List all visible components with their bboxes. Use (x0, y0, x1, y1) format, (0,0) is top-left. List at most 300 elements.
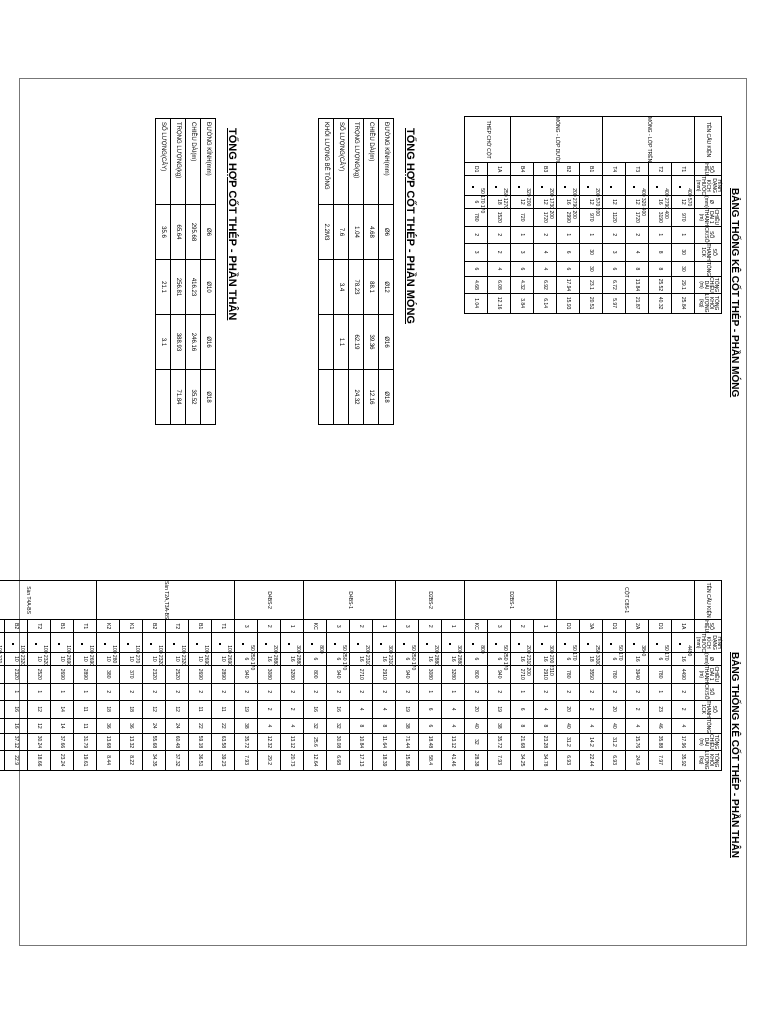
shape-cell (303, 633, 326, 653)
bar-shape-line (610, 186, 612, 188)
table-cell: 2 (326, 683, 349, 700)
summary-cell: CHIỀU DÀI(m) (186, 119, 201, 205)
table-cell (0, 750, 4, 770)
bar-shape-line (196, 643, 198, 645)
shape-cell (188, 633, 211, 667)
table-cell: 14.2 (579, 734, 602, 751)
shape-dimensions: 100 270 (133, 645, 140, 664)
bar-shape-line (541, 186, 543, 188)
table-cell: 12.64 (303, 750, 326, 770)
table-cell: 20 (464, 700, 487, 718)
shape-cell (556, 633, 579, 661)
summary-cell: TRỌNG LƯỢNG(kg) (171, 119, 186, 205)
table-cell (0, 620, 4, 633)
table-cell: 4 (257, 718, 280, 733)
shape-cell (602, 633, 625, 661)
table-cell: 8 (648, 261, 671, 276)
bar-shape-line (518, 643, 520, 645)
bar-shape-line (495, 643, 497, 645)
bar-shape-line (58, 643, 60, 645)
header-row (694, 117, 721, 314)
table-cell: 35.72 (234, 734, 257, 751)
column-header: TỔNG (694, 718, 721, 733)
column-header: SỐ THANH 1CK (694, 700, 721, 718)
shape-dimensions: 200 2310 (363, 645, 370, 667)
summary-cell: 1.04 (349, 205, 364, 260)
table-cell: 3 (464, 243, 487, 261)
component-name: CỘT C8S-1 (556, 581, 694, 620)
bar-shape-line (679, 643, 681, 645)
table-cell: 2 (349, 620, 372, 633)
column-header: TỔNG KHỐI LƯỢNG (kg) (694, 750, 721, 770)
table-cell: 3A (579, 620, 602, 633)
table-cell: 2 (625, 700, 648, 718)
table-cell: 4 (671, 718, 694, 733)
table-cell: 14 (50, 700, 73, 718)
table-cell: 23.24 (50, 750, 73, 770)
table-cell: 3080 (418, 665, 441, 683)
shape-dimensions: 300 200 2310 (547, 645, 554, 676)
column-header: TỔNG CHIỀU DÀI (m) (694, 277, 721, 294)
table-cell: 21.68 (510, 734, 533, 751)
table-cell: 35.88 (648, 734, 671, 751)
table-cell: D1 (602, 620, 625, 633)
summary-cell: 12.16 (364, 370, 379, 425)
table-cell: 3 (395, 620, 418, 633)
summary-cell (319, 315, 334, 370)
table-cell: 4 (533, 700, 556, 718)
table-cell: KC (464, 620, 487, 633)
table-cell: 39.23 (211, 750, 234, 770)
than-table (0, 580, 722, 771)
table-cell: 10 (119, 653, 142, 666)
table-cell: 8 (648, 243, 671, 261)
table-cell: 2 (303, 683, 326, 700)
bar-shape-line (104, 643, 106, 645)
table-cell: 1 (4, 683, 27, 700)
column-header: CHIỀU DÀI 1 THANH (m) (694, 208, 721, 226)
shape-dimensions: 400 320 400 (639, 188, 646, 217)
shape-dimensions: 400 570 (685, 188, 692, 207)
table-cell: 32 (303, 718, 326, 733)
shape-dimensions: 50 250 170 (409, 645, 416, 671)
summary-mong-block (318, 118, 416, 425)
table-cell: 2 (211, 683, 234, 700)
table-cell: T2 (165, 620, 188, 633)
table-cell: 16 (4, 718, 27, 733)
table-cell: 2 (464, 683, 487, 700)
table-cell: 1120 (602, 208, 625, 226)
summary-cell: 35.6 (156, 205, 171, 260)
table-cell: T1 (73, 620, 96, 633)
table-cell: 1 (648, 683, 671, 700)
table-cell: 1 (418, 683, 441, 700)
table-cell: T4 (602, 163, 625, 176)
table-cell: 2 (372, 683, 395, 700)
table-cell: 13.32 (119, 734, 142, 751)
shape-dimensions: 100 2320 (41, 645, 48, 667)
shape-dimensions: 50 250 170 (340, 645, 347, 671)
summary-than-table (155, 118, 216, 425)
table-cell: 60.48 (165, 734, 188, 751)
table-cell: 13.12 (441, 734, 464, 751)
summary-cell: 35.52 (186, 370, 201, 425)
table-cell: 2 (487, 226, 510, 243)
table-cell: 23 (648, 700, 671, 718)
column-header: SỐ HIỆU (694, 620, 721, 633)
table-cell: 940 (395, 665, 418, 683)
bar-shape-line (380, 643, 382, 645)
bar-shape-line (587, 643, 589, 645)
shape-cell (4, 633, 27, 667)
table-cell: 11 (73, 718, 96, 733)
summary-cell: 24.32 (349, 370, 364, 425)
summary-row (319, 119, 334, 425)
summary-row (349, 119, 364, 425)
table-cell: 2 (533, 683, 556, 700)
table-cell: 41.46 (441, 750, 464, 770)
table-cell: 2890 (211, 665, 234, 683)
column-header: Ø (mm) (694, 196, 721, 209)
shape-cell (395, 633, 418, 671)
shape-dimensions: 300 2880 (455, 645, 462, 667)
summary-row (364, 119, 379, 425)
table-cell: 10 (73, 653, 96, 666)
column-header: TỔNG CHIỀU DÀI (m) (694, 734, 721, 751)
table-cell: 6 (464, 261, 487, 276)
table-cell: 71.44 (395, 734, 418, 751)
summary-cell: 3.1 (156, 315, 171, 370)
table-cell: 1 (73, 683, 96, 700)
table-cell: 22 (211, 718, 234, 733)
table-cell: 16 (326, 700, 349, 718)
shape-dimensions (0, 645, 1, 663)
component-name: D4BS-1 (303, 581, 395, 620)
summary-cell: Ø12 (379, 260, 394, 315)
summary-cell (334, 370, 349, 425)
bar-shape-line (173, 643, 175, 645)
summary-cell: 62.19 (349, 315, 364, 370)
shape-dimensions: 100 2690 (225, 645, 232, 667)
table-cell: 1 (556, 226, 579, 243)
table-cell: 8 (625, 261, 648, 276)
table-cell: B3 (533, 163, 556, 176)
summary-cell: 21.1 (156, 260, 171, 315)
table-cell: 19.61 (73, 750, 96, 770)
table-cell: 25.84 (671, 293, 694, 313)
table-cell: 10 (142, 653, 165, 666)
summary-cell: TRỌNG LƯỢNG(kg) (349, 119, 364, 205)
bar-shape-line (472, 643, 474, 645)
table-cell: 3.84 (510, 293, 533, 313)
shape-cell (142, 633, 165, 667)
table-cell: 16 (4, 700, 27, 718)
summary-cell: Ø18 (379, 370, 394, 425)
bar-shape-line (633, 643, 635, 645)
bar-shape-line (426, 643, 428, 645)
table-cell: 2 (510, 620, 533, 633)
shape-dimensions: 100 2320 (179, 645, 186, 667)
table-cell: 37.32 (165, 750, 188, 770)
table-cell: 2 (487, 243, 510, 261)
table-cell: 20.73 (280, 750, 303, 770)
table-cell: 18 (579, 653, 602, 666)
table-cell: 15.93 (556, 293, 579, 313)
table-cell: 4 (441, 718, 464, 733)
table-cell: B2 (556, 163, 579, 176)
table-cell: 4.32 (510, 277, 533, 294)
table-cell: 30 (579, 243, 602, 261)
table-cell: 16 (556, 196, 579, 209)
shape-dimensions: 100 2690 (64, 645, 71, 667)
shape-cell (119, 633, 142, 664)
shape-dimensions: 4490 (685, 645, 692, 657)
shape-dimensions: 100 2690 (202, 645, 209, 667)
bar-shape-line (357, 643, 359, 645)
table-cell: 17.13 (349, 750, 372, 770)
table-cell (0, 683, 4, 700)
table-cell: 16 (671, 653, 694, 666)
table-cell: 2 (257, 683, 280, 700)
summary-cell: Ø10 (201, 260, 216, 315)
bar-shape-line (265, 643, 267, 645)
table-cell: 6 (418, 700, 441, 718)
table-row (441, 581, 464, 771)
summary-cell: SỐ LƯỢNG(CÂY) (334, 119, 349, 205)
table-cell: 6 (556, 653, 579, 666)
table-cell: 6.68 (326, 750, 349, 770)
bar-shape-line (518, 186, 520, 188)
table-cell: 1.04 (464, 293, 487, 313)
table-cell: 2710 (510, 665, 533, 683)
column-header: TÊN CẤU KIỆN (694, 581, 721, 620)
table-cell: 1 (510, 226, 533, 243)
table-cell: 1520 (487, 208, 510, 226)
table-cell: 4 (579, 718, 602, 733)
column-header: SỐ CK/SỐ (694, 226, 721, 243)
table-cell: 4 (441, 700, 464, 718)
table-cell: 16 (372, 653, 395, 666)
table-cell: 16 (533, 653, 556, 666)
table-cell: 2 (418, 620, 441, 633)
table-cell: 4 (625, 243, 648, 261)
component-name: MÓNG - LỚP DƯỚI (510, 117, 602, 163)
column-header: TÊN CẤU KIỆN (694, 117, 721, 163)
table-row (671, 581, 694, 771)
table-cell: 21.87 (625, 293, 648, 313)
table-cell: 2 (280, 700, 303, 718)
shape-cell (73, 633, 96, 667)
shape-dimensions: 300 2310 (386, 645, 393, 667)
table-cell: 11.64 (372, 734, 395, 751)
shape-dimensions: 100 2320 (18, 645, 25, 667)
table-cell: 30 (671, 243, 694, 261)
table-cell: 6 (464, 653, 487, 666)
table-cell: 2 (579, 683, 602, 700)
shape-cell (211, 633, 234, 667)
table-cell: 2 (671, 700, 694, 718)
table-cell: 22.9 (4, 750, 27, 770)
table-cell: 11 (188, 700, 211, 718)
summary-cell: 78.23 (349, 260, 364, 315)
table-cell: K1 (119, 620, 142, 633)
table-cell: 4 (372, 700, 395, 718)
summary-cell: 71.84 (171, 370, 186, 425)
table-cell: 16 (625, 653, 648, 666)
table-cell: 1A (671, 620, 694, 633)
shape-dimensions: 400 2790 400 (662, 188, 669, 219)
bar-shape-line (12, 643, 14, 645)
table-cell: 13.68 (96, 734, 119, 751)
table-row (487, 117, 510, 314)
table-cell: 2 (280, 683, 303, 700)
table-row (211, 581, 234, 771)
table-cell: 59.18 (188, 734, 211, 751)
shape-dimensions: 200 2310 200 (524, 645, 531, 676)
bar-shape-line (288, 643, 290, 645)
summary-cell: 246.16 (186, 315, 201, 370)
table-cell: T1 (211, 620, 234, 633)
table-cell: 1720 (533, 208, 556, 226)
shape-cell (464, 633, 487, 653)
table-cell: 58.4 (418, 750, 441, 770)
table-cell: D1 (464, 163, 487, 176)
table-cell: 16 (349, 653, 372, 666)
table-cell: 2 (188, 683, 211, 700)
table-cell: 37.66 (50, 734, 73, 751)
summary-cell: Ø6 (379, 205, 394, 260)
header-row (694, 581, 721, 771)
table-cell: 2 (257, 620, 280, 633)
shape-dimensions: 50 170 (662, 645, 669, 661)
table-cell: 940 (487, 665, 510, 683)
table-cell: 18.66 (27, 750, 50, 770)
table-cell: 30.08 (326, 734, 349, 751)
shape-dimensions: 200 2790 200 (570, 188, 577, 219)
table-cell: 12 (602, 196, 625, 209)
table-cell: 22 (188, 718, 211, 733)
shape-cell (27, 633, 50, 667)
table-cell: 12 (671, 196, 694, 209)
table-cell: 46 (648, 718, 671, 733)
table-cell: 63.58 (211, 734, 234, 751)
shape-cell (234, 633, 257, 671)
table-cell: 20 (556, 700, 579, 718)
table-cell: B4 (510, 163, 533, 176)
table-cell: 29.2 (257, 750, 280, 770)
table-cell: 6 (326, 653, 349, 666)
table-cell: 2320 (4, 665, 27, 683)
table-cell: 31.2 (556, 734, 579, 751)
bar-shape-line (219, 643, 221, 645)
shape-dimensions: 50 170 170 (478, 188, 485, 214)
table-cell: 4 (625, 718, 648, 733)
table-cell: 12 (625, 196, 648, 209)
table-cell: 4 (533, 243, 556, 261)
mong-table-block (464, 116, 740, 398)
table-cell (0, 734, 4, 751)
table-cell: 2 (579, 700, 602, 718)
summary-cell: 295.68 (186, 205, 201, 260)
table-cell: 34.35 (142, 750, 165, 770)
table-cell: 30.24 (27, 734, 50, 751)
table-cell: 40 (464, 718, 487, 733)
column-header: TỔNG KHỐI LƯỢNG (kg) (694, 293, 721, 313)
component-name: D2BS-1 (464, 581, 556, 620)
table-cell: 24 (165, 718, 188, 733)
shape-dimensions: 200 1730 200 (547, 188, 554, 219)
than-table-title: BẢNG THỐNG KÊ CỐT THÉP - PHẦN THÂN (729, 652, 740, 858)
table-cell: 16 (648, 196, 671, 209)
table-cell: 13.12 (280, 734, 303, 751)
shape-dimensions: 300 2880 (294, 645, 301, 667)
column-header: SỐ CK/SỐ (694, 683, 721, 700)
shape-dimensions: 50 250 170 (248, 645, 255, 671)
summary-cell: 1.1 (334, 315, 349, 370)
shape-cell (625, 633, 648, 657)
bar-shape-line (35, 643, 37, 645)
table-cell: 2710 (349, 665, 372, 683)
table-cell: 2 (602, 683, 625, 700)
column-header: HÌNH DẠNG KÍCH THƯỚC (mm) (695, 176, 722, 196)
table-row (372, 581, 395, 771)
summary-cell: 39.36 (364, 315, 379, 370)
summary-mong-title: TỔNG HỢP CỐT THÉP - PHẦN MÓNG (404, 128, 416, 324)
shape-dimensions: 800 (317, 645, 324, 654)
column-header: CHIỀU DÀI 1 THANH (m) (694, 665, 721, 683)
bar-shape-line (449, 643, 451, 645)
table-cell: 970 (579, 208, 602, 226)
table-cell: 11 (211, 700, 234, 718)
table-cell: 2 (119, 683, 142, 700)
shape-dimensions: 100 280 (110, 645, 117, 664)
table-cell: 17.94 (556, 277, 579, 294)
shape-cell (0, 633, 4, 653)
table-cell: 4 (349, 700, 372, 718)
table-cell: 30 (671, 261, 694, 276)
table-cell: 12 (533, 196, 556, 209)
table-cell: 10 (4, 653, 27, 666)
summary-cell: 3.4 (334, 260, 349, 315)
column-header: HÌNH DẠNG KÍCH THƯỚC (mm) (695, 633, 722, 653)
bar-shape-line (495, 186, 497, 188)
bar-shape-line (334, 643, 336, 645)
table-cell: 1 (579, 226, 602, 243)
table-cell: 10.84 (349, 734, 372, 751)
table-cell: 2990 (556, 208, 579, 226)
shape-dimensions: 100 2320 (156, 645, 163, 667)
bar-shape-line (656, 186, 658, 188)
table-cell (0, 665, 4, 683)
table-cell: 10 (165, 653, 188, 666)
table-cell: 38 (234, 718, 257, 733)
shape-cell (487, 633, 510, 671)
table-cell: 36 (119, 718, 142, 733)
summary-cell: ĐƯỜNG KÍNH(mm) (379, 119, 394, 205)
table-cell: 18 (119, 700, 142, 718)
table-row (73, 581, 96, 771)
bar-shape-line (472, 186, 474, 188)
shape-cell (464, 176, 487, 214)
table-cell: 34.25 (510, 750, 533, 770)
table-cell: 6 (464, 196, 487, 209)
table-cell: 1A (487, 163, 510, 176)
table-cell: 1 (280, 620, 303, 633)
table-cell: 6 (648, 653, 671, 666)
table-cell: 970 (671, 208, 694, 226)
table-cell: B1 (579, 163, 602, 176)
table-cell: 23.28 (533, 734, 556, 751)
